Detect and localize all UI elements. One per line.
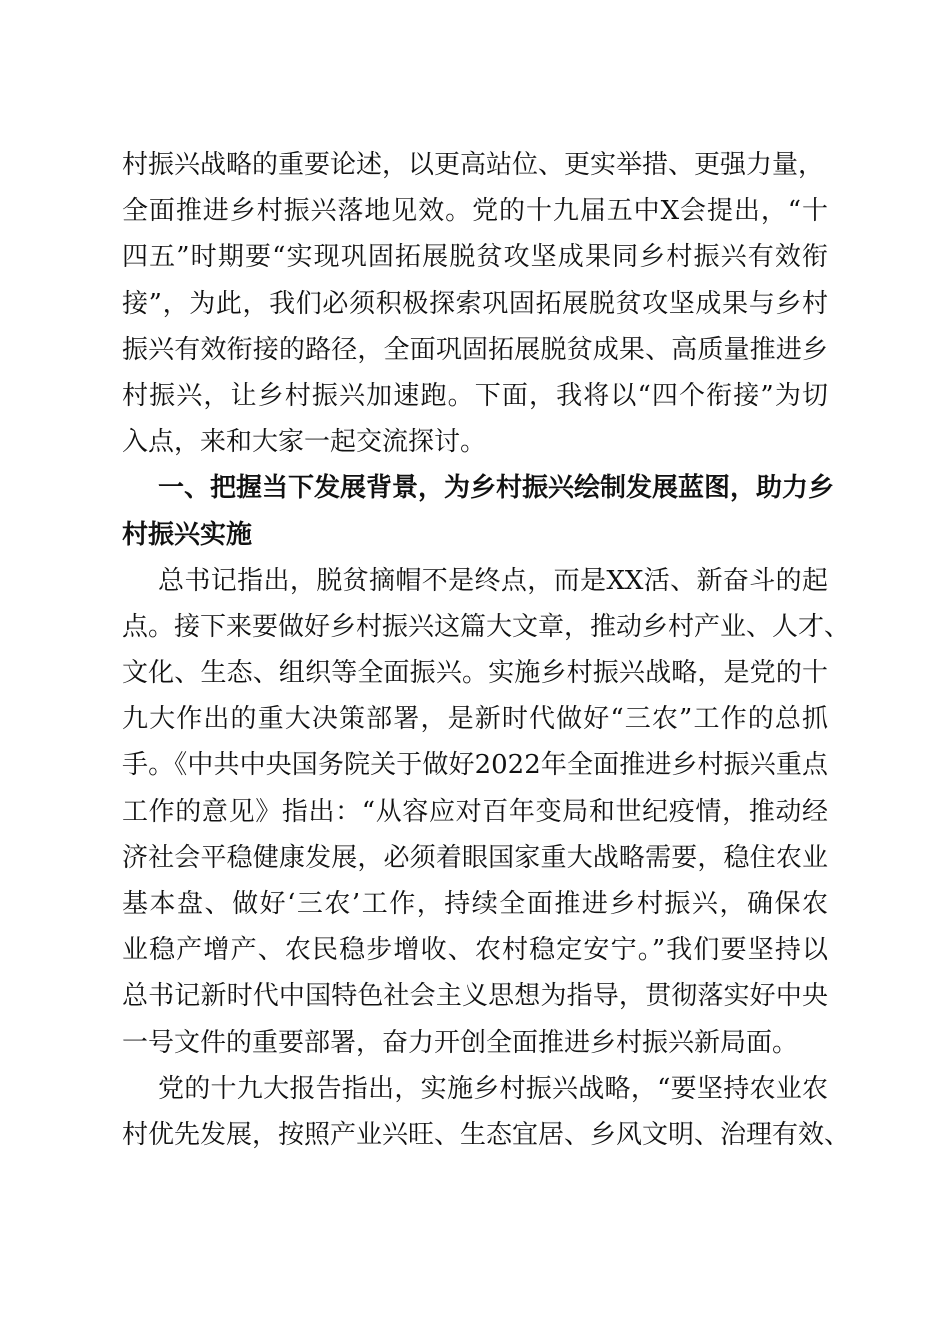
body-line: 一号文件的重要部署，奋力开创全面推进乡村振兴新局面。 — [122, 1027, 799, 1058]
body-line: 工作的意见》指出：“从容应对百年变局和世纪疫情，推动经 — [122, 796, 828, 827]
body-line: 四五”时期要“实现巩固拓展脱贫攻坚成果同乡村振兴有效衔 — [122, 242, 828, 273]
body-line: 全面推进乡村振兴落地见效。党的十九届五中X会提出，“十 — [122, 196, 828, 227]
body-line: 接”，为此，我们必须积极探索巩固拓展脱贫攻坚成果与乡村 — [122, 288, 828, 319]
body-line: 手。《中共中央国务院关于做好2022年全面推进乡村振兴重点 — [122, 750, 828, 781]
body-line: 九大作出的重大决策部署，是新时代做好“三农”工作的总抓 — [122, 704, 828, 735]
section-heading: 村振兴实施 — [122, 519, 253, 550]
body-line: 党的十九大报告指出，实施乡村振兴战略，“要坚持农业农 — [158, 1073, 828, 1104]
body-line: 村优先发展，按照产业兴旺、生态宜居、乡风文明、治理有效、 — [122, 1119, 851, 1150]
body-line: 文化、生态、组织等全面振兴。实施乡村振兴战略，是党的十 — [122, 658, 828, 689]
body-line: 点。接下来要做好乡村振兴这篇大文章，推动乡村产业、人才、 — [122, 611, 851, 642]
body-line: 村振兴，让乡村振兴加速跑。下面，我将以“四个衔接”为切 — [122, 380, 828, 411]
body-line: 业稳产增产、农民稳步增收、农村稳定安宁。”我们要坚持以 — [122, 935, 828, 966]
body-line: 基本盘、做好‘三农’工作，持续全面推进乡村振兴，确保农 — [122, 889, 828, 919]
body-line: 入点，来和大家一起交流探讨。 — [122, 427, 487, 458]
body-line: 村振兴战略的重要论述，以更高站位、更实举措、更强力量， — [122, 150, 825, 180]
document-body — [122, 142, 851, 1158]
body-line: 济社会平稳健康发展，必须着眼国家重大战略需要，稳住农业 — [122, 842, 828, 873]
section-heading: 一、把握当下发展背景，为乡村振兴绘制发展蓝图，助力乡 — [158, 473, 835, 504]
body-line: 总书记新时代中国特色社会主义思想为指导，贯彻落实好中央 — [122, 981, 828, 1012]
body-line: 总书记指出，脱贫摘帽不是终点，而是XX活、新奋斗的起 — [158, 565, 828, 596]
body-line: 振兴有效衔接的路径，全面巩固拓展脱贫成果、高质量推进乡 — [122, 334, 828, 365]
